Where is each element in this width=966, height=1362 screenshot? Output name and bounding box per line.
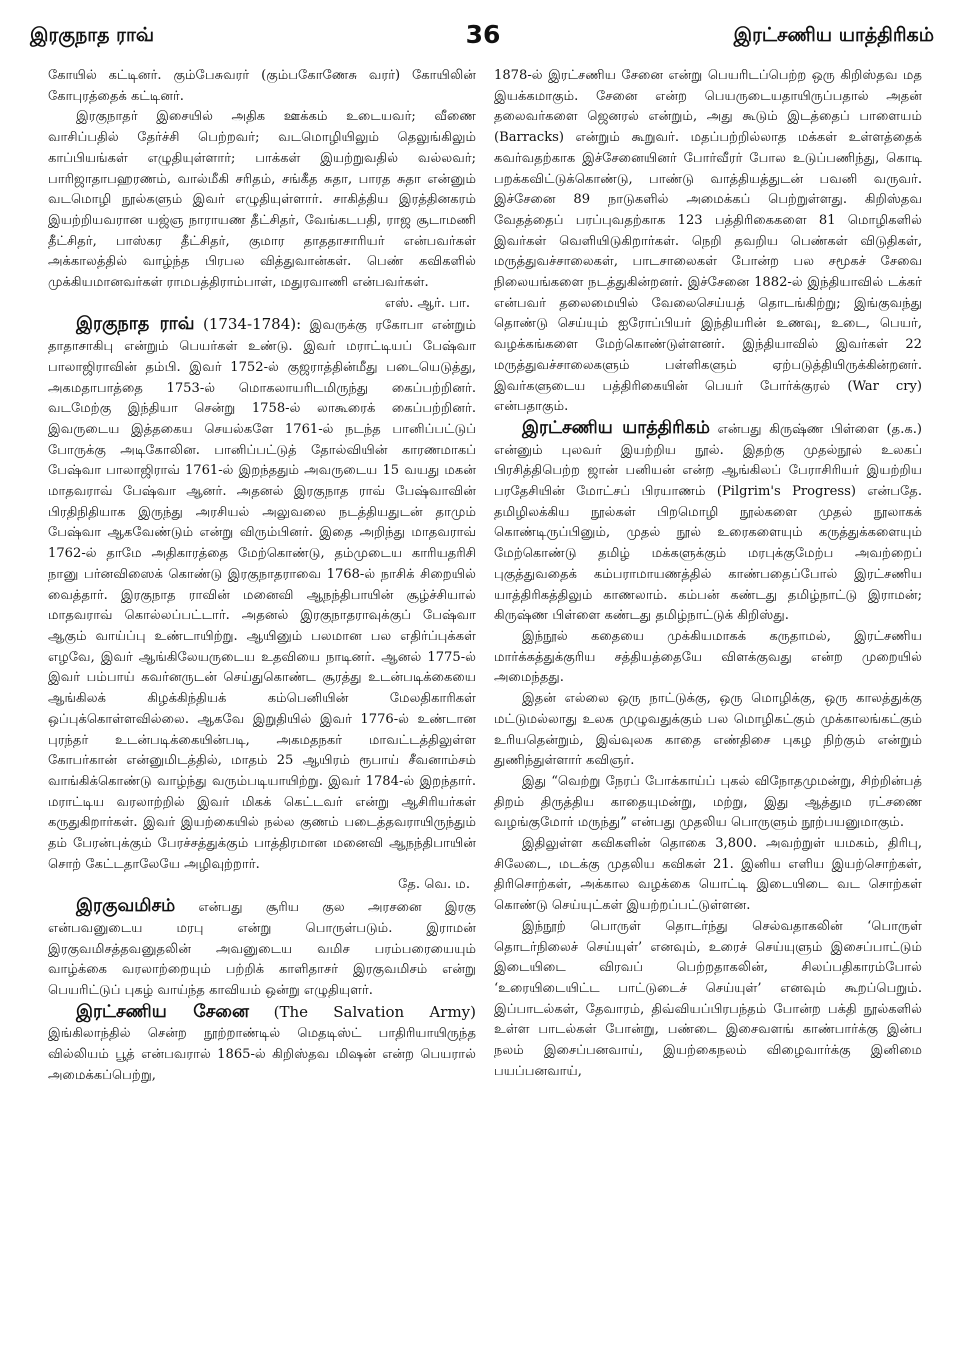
page-header (28, 14, 938, 60)
entry-headword: இரட்சணிய சேனை (76, 1001, 249, 1022)
paragraph: கோயில் கட்டினர். கும்பேசுவரர் (கும்பகோணேசு வரர்) கோயிலின் கோபுரத்தைக் கட்டினர். (48, 68, 476, 104)
paragraph: இதன் எல்லை ஒரு நாட்டுக்கு, ஒரு மொழிக்கு, ஒரு காலத்துக்கு மட்டுமல்லாது உலக முழுவதுக்கும் பல மொழிகட்கும் முக்காலங்கட்கும் உரியதென்றும், இவ்வுலக காதை எண்திசை புகழ நிற்கும் என்றும் துணிந்துள்ளார் கவிஞர். (494, 691, 922, 769)
paragraph (48, 107, 476, 293)
author-signature: எஸ். ஆர். பா. (384, 295, 470, 311)
entry-text: இவருக்கு ரகோபா என்றும் தாதாசாகிபு என்றும் பெயர்கள் உண்டு. இவர் மராட்டியப் பேஷ்வா பாலாஜிராவின் தம்பி. இவர் 1752-ல் குஜராத்தின்மீது படையெடுத்து, அகமதாபாத்தை 1753-ல் மொகலாயரிடமிருந்து கைப்பற்றினர். வடமேற்கு இந்தியா சென்று 1758-ல் லாகூரைக் கைப்பற்றினர். இவருடைய இத்தகைய செயல்களே 1761-ல் நடந்த பானிப்பட்டுப் போருக்கு அடிகோலின. பானிப்பட்டுத் தோல்வியின் காரணமாகப் பேஷ்வா பாலாஜிராவ் 1761-ல் இறந்ததும் அவருடைய 15 வயது மகன் மாதவராவ் பேஷ்வா ஆனர். அதனல் இரகுநாத ராவ் பேஷ்வாவின் பிரதிநிதியாக இருந்து அரசியல் அலுவலை நடத்தியதுடன் தாமும் பேஷ்வா ஆகவேண்டும் என்று விரும்பினர். இதை அறிந்து மாதவராவ் 1762-ல் தாமே அதிகாரத்தை மேற்கொண்டு, தம்முடைய காரியதரிசி நானு பர்னவிஸைக் கொண்டு இரகுநாதராவை 1768-ல் நாசிக் சிறையில் வைத்தார். இரகுநாத ராவின் மனைவி ஆநந்திபாயின் சூழ்ச்சியால் மாதவராவ் கொல்லப்பட்டார். அதனல் இரகுநாதராவுக்குப் பேஷ்வா ஆகும் வாய்ப்பு உண்டாயிற்று. ஆயினும் பலமான பல எதிர்ப்புக்கள் எழவே, இவர் ஆங்கிலேயருடைய உதவியை நாடினர். ஆனல் 1775-ல் இவர் பம்பாய் கவர்னருடன் செய்துகொண்ட சூரத்து உடன்படிக்கையை ஆங்கிலக் கிழக்கிந்தியக் கம்பெனியின் மேலதிகாரிகள் ஒப்புக்கொள்ளவில்லை. ஆகவே இறுதியில் இவர் 1776-ல் உண்டான புரந்தர் உடன்படிக்கையின்படி, அகமதநகர் மாவட்டத்திலுள்ள கோபர்கான் என்னுமிடத்தில், மாதம் 25 ஆயிரம் ரூபாய் சீவனாம்சம் வாங்கிக்கொண்டு வாழ்ந்து வரும்படியாயிற்று. இவர் 1784-ல் இறந்தார். மராட்டிய வரலாற்றில் இவர் மிகக் கெட்டவர் என்று ஆசிரியர்கள் கருதுகிறார்கள். இவர் இயற்கையில் நல்ல குணம் படைத்தவராயிருந்தும் தம் பேரன்புக்கும் பேரச்சத்துக்கும் பாத்திரமான மனைவி ஆநந்திபாயின் சொற் கேட்டதாலேயே அழிவுற்றார். (48, 318, 476, 872)
entry-ratchaniya-yathirigam (494, 418, 922, 627)
entry-years: (1734-1784): (202, 315, 302, 334)
entry-text: என்பது சூரிய குல அரசனை இரகு என்பவனுடைய மரபு என்று பொருள்படும். இராமன் இரகுவமிசத்தவனுதலின் அவனுடைய வமிச பரம்பரையையும் வாழ்க்கை வரலாற்றையும் பற்றிக் காளிதாசர் இரகுவமிசம் என்று பெயரிட்டுப் புகழ் வாய்ந்த காவியம் ஒன்று எழுதியுளர். (48, 900, 476, 998)
entry-raghuvamsam (48, 896, 476, 1002)
right-column (494, 66, 922, 1356)
page-number: 36 (465, 20, 501, 49)
entry-text: இங்கிலாந்தில் சென்ற நூற்றாண்டில் மெதடிஸ்ட் பாதிரியாயிருந்த வில்லியம் பூத் என்பவரால் 1865-ல் கிறிஸ்தவ மிஷன் என்ற பெயரால் அமைக்கப்பெற்று, (48, 1026, 476, 1083)
paragraph: இந்நூல் கதையை முக்கியமாகக் கருதாமல், இரட்சணிய மார்க்கத்துக்குரிய சத்தியத்தையே விளக்குவது என்ற முறையில் அமைந்தது. (494, 628, 922, 686)
left-column (48, 66, 476, 1356)
entry-headword: இரட்சணிய யாத்திரிகம் (522, 417, 710, 438)
paragraph: இந்நூற் பொருள் தொடர்ந்து செல்வதாகலின் ‘பொருள் தொடர்நிலைச் செய்யுள்’ எனவும், உரைச் செய்யுளும் இசைப்பாட்டும் இடையிடை விரவப் பெற்றதாகலின், சிலப்பதிகாரம்போல் ‘உரையிடையிட்ட பாட்டுடைச் செய்யுள்’ எனவும் கூறப்பெறும். இப்பாடல்கள், தேவாரம், திவ்வியப்பிரபந்தம் போன்ற பக்தி நூல்களில் உள்ள பாடல்கள் போன்று, பண்டை இசைவளங் காண்பார்க்கு இன்ப நலம் இசைப்பனவாய், இயற்கைநலம் விழைவார்க்கு இனிமை பயப்பனவாய், (494, 918, 922, 1079)
entry-headword: இரகுவமிசம் (76, 896, 176, 917)
paragraph: இது “வெற்று நேரப் போக்காய்ப் புகல் விநோதமுமன்று, சிற்றின்பத் திறம் திருத்திய காதையுமன்று, மற்று, இது ஆத்தும ரட்சணை வழங்குமோர் மருந்து” என்பது முதலிய பொருளும் நூற்பயனுமாகும். (494, 773, 922, 831)
running-head-left: இரகுநாத ராவ் (30, 24, 155, 46)
entry-text: என்பது கிருஷ்ண பிள்ளை (த.க.) என்னும் புலவர் இயற்றிய நூல். இதற்கு முதல்நூல் உலகப் பிரசித்திபெற்ற ஜான் பனியன் என்ற ஆங்கிலப் பேராசிரியர் இயற்றிய பரதேசியின் மோட்சப் பிரயாணம் (Pilgrim's Progress) என்பதே. தமிழிலக்கிய நூல்கள் பிறமொழி நூல்களை முதல் நூலாகக் கொண்டிருப்பினும், முதல் நூல் உரைகளையும் கருத்துக்களையும் மேற்கொண்டு தமிழ் மக்களுக்கும் மரபுக்குமேற்ப அவற்றைப் புகுத்துவதைக் கம்பராமாயணத்தில் காண்பதைப்போல் இரட்சணிய யாத்திரிகத்திலும் காணலாம். கம்பன் கண்டது தமிழ்நாட்டு இராமன்; கிருஷ்ண பிள்ளை கண்டது தமிழ்நாட்டுக் கிறிஸ்து. (494, 421, 922, 624)
entry-salvation-army (48, 1002, 476, 1087)
paragraph: இதிலுள்ள கவிகளின் தொகை 3,800. அவற்றுள் யமகம், திரிபு, சிலேடை, மடக்கு முதலிய கவிகள் 21. இனிய எளிய இயற்சொற்கள், திரிசொற்கள், அக்கால வழக்கை யொட்டி இடையிடை வட சொற்கள் கொண்டு செய்யுட்கள் இயற்றப்பட்டுள்ளன. (494, 836, 922, 914)
paragraph: 1878-ல் இரட்சணிய சேனை என்று பெயரிடப்பெற்ற ஒரு கிறிஸ்தவ மத இயக்கமாகும். சேனை என்ற பெயருடையதாயிருப்பதால் அதன் தலைவர்களை ஜெனரல் என்றும், அது கூடும் இடத்தைப் பாளையம் (Barracks) என்றும் கூறுவர். மதப்பற்றில்லாத மக்கள் உள்ளத்தைக் கவர்வதற்காக இச்சேனையினர் போர்வீரர் போல உடுப்பணிந்து, கொடி பறக்கவிட்டுக்கொண்டு, பாண்டு வாத்தியத்துடன் பவனி வருவர். இச்சேனை 89 நாடுகளில் அமைக்கப் பெற்றுள்ளது. கிறிஸ்தவ வேதத்தைப் பரப்புவதற்காக 123 பத்திரிகைகளை 81 மொழிகளில் இவர்கள் வெளியிடுகிறார்கள். நெறி தவறிய பெண்கள் விடுதிகள், மருத்துவச்சாலைகள், பாடசாலைகள் போன்ற பல சமூகச் சேவை நிலையங்களை நடத்துகின்றனர். இச்சேனை 1882-ல் இந்தியாவில் டக்கர் என்பவர் தலைமையில் வேலைசெய்யத் தொடங்கிற்று; இங்குவந்து தொண்டு செய்யும் ஐரோப்பியர் இந்தியரின் உணவு, உடை, பெயர், வழக்கங்களை மேற்கொண்டுள்ளனர். இந்தியாவில் இவர்கள் 22 மருத்துவச்சாலைகளும் பள்ளிகளும் ஏற்படுத்தியிருக்கின்றனர். இவர்களுடைய பத்திரிகையின் பெயர் போர்க்குரல் (War cry) என்பதாகும். (494, 68, 922, 415)
entry-raghunatha-rao (48, 314, 476, 875)
paragraph-text: இரகுநாதர் இசையில் அதிக ஊக்கம் உடையவர்; வீணை வாசிப்பதில் தேர்ச்சி பெற்றவர்; வடமொழியிலும் தெலுங்கிலும் காப்பியங்கள் எழுதியுள்ளார்; பாக்கள் இயற்றுவதில் வல்லவர்; பாரிஜாதாபஹரணம், வால்மீகி சரிதம், சங்கீத சுதா, பாரத சுதா என்னும் வடமொழி நூல்களும் இவர் எழுதியுள்ளார். சாகித்திய இரத்தினகரம் இயற்றியவரான யஜ்ஞ நாராயண தீட்சிதர், வேங்கடபதி, ராஜ சூடாமணி தீட்சிதர், பாஸ்கர தீட்சிதர், குமார தாததாசாரியர் என்பவர்கள் அக்காலத்தில் வாழ்ந்த பிரபல வித்துவான்கள். பெண் கவிகளில் முக்கியமானவர்கள் ராமபத்திராம்பாள், மதுரவாணி என்பவர்கள். (48, 109, 476, 291)
entry-headword: இரகுநாத ராவ் (76, 314, 195, 335)
entry-english-name: (The Salvation Army) (273, 1002, 476, 1021)
running-head-right: இரட்சணிய யாத்திரிகம் (733, 24, 934, 46)
author-signature: தே. வெ. ம. (398, 877, 470, 893)
